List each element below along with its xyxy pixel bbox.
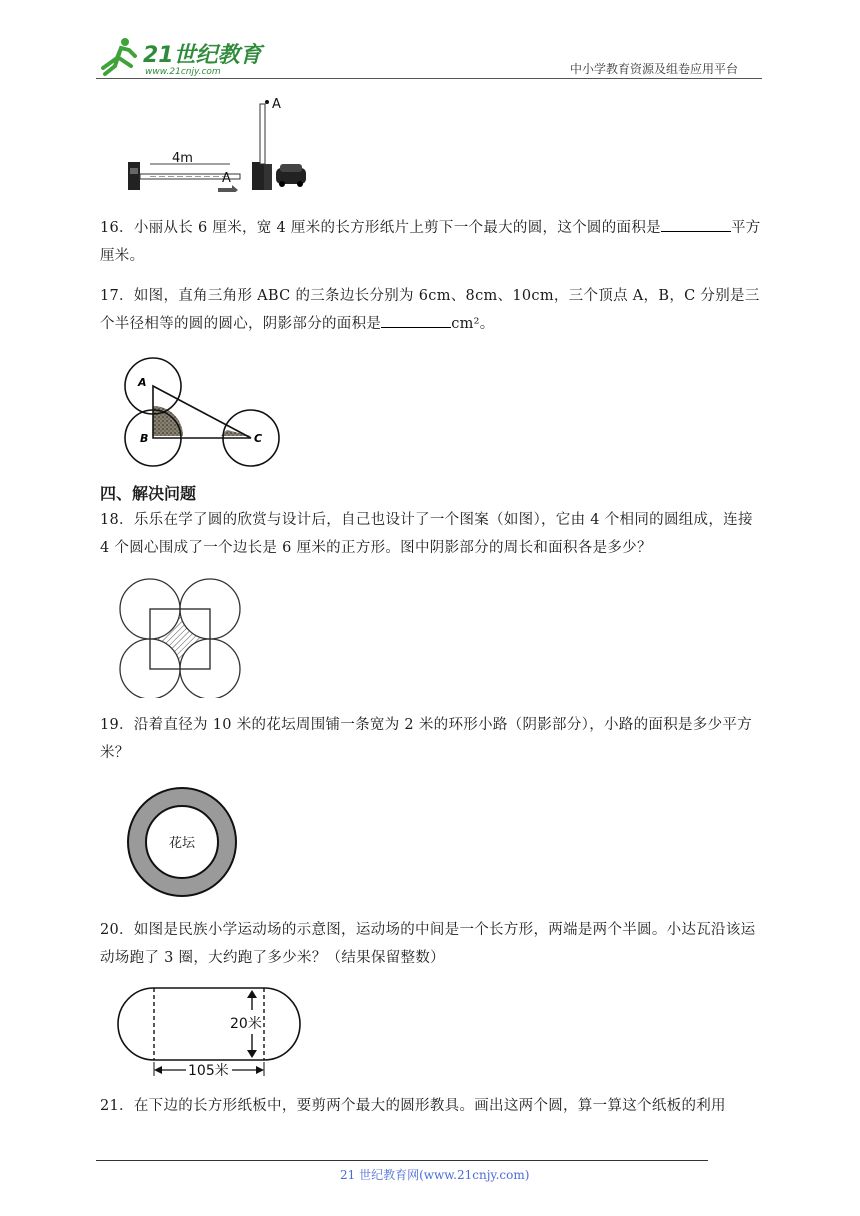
- section-title: 四、解决问题: [100, 484, 197, 503]
- question-18: [100, 506, 762, 562]
- answer-blank[interactable]: [381, 313, 451, 328]
- length-label: 105米: [188, 1063, 229, 1079]
- label-a-top: A: [272, 97, 281, 112]
- gate-figure: [120, 92, 320, 192]
- question-20: [100, 916, 762, 972]
- ring-figure: [124, 786, 240, 898]
- vertex-c-label: C: [254, 432, 263, 445]
- answer-blank[interactable]: [661, 217, 731, 232]
- question-16-suffix: 平方厘米。: [100, 220, 761, 264]
- runner-logo-icon: [103, 38, 135, 74]
- question-17-text: 17．如图，直角三角形 ABC 的三条边长分别为 6cm、8cm、10cm，三个顶点 A，B，C 分别是三个半径相等的圆的圆心，阴影部分的面积是: [100, 288, 760, 332]
- question-21: [100, 1092, 762, 1120]
- car-icon: [276, 164, 306, 187]
- question-19-text: 19．沿着直径为 10 米的花坛周围铺一条宽为 2 米的环形小路（阴影部分），小路的面积是多少平方米？: [100, 717, 753, 761]
- footer-text: 21 世纪教育网(www.21cnjy.com): [340, 1168, 530, 1182]
- label-a-endpoint: A: [222, 171, 231, 186]
- question-19: [100, 711, 762, 767]
- header-platform-text: 中小学教育资源及组卷应用平台: [570, 62, 739, 76]
- header-divider: [96, 78, 762, 79]
- right-gate-post: [252, 162, 264, 190]
- question-21-text: 21．在下边的长方形纸板中，要剪两个最大的圆形教具。画出这两个圆，算一算这个纸板的利用: [100, 1098, 726, 1114]
- vertex-a-label: A: [138, 376, 147, 389]
- question-17: [100, 282, 762, 338]
- question-17-suffix: cm²。: [451, 316, 495, 332]
- flowerbed-label: 花坛: [168, 836, 196, 851]
- site-logo: [95, 36, 265, 78]
- arrow-left-icon: [154, 1066, 162, 1074]
- question-20-text: 20．如图是民族小学运动场的示意图，运动场的中间是一个长方形，两端是两个半圆。小达瓦沿该运动场跑了 3 圈，大约跑了多少米？（结果保留整数）: [100, 922, 756, 966]
- arrow-icon: [218, 185, 238, 192]
- logo-text: 21世纪教育: [143, 43, 262, 68]
- width-label: 20米: [230, 1016, 262, 1032]
- vertex-b-label: B: [140, 432, 149, 445]
- footer-divider: [96, 1160, 708, 1161]
- triangle-circles-figure: [118, 356, 288, 468]
- track-figure: [116, 984, 306, 1080]
- four-circles-figure: [114, 576, 244, 698]
- track-outline: [118, 988, 300, 1060]
- question-16: [100, 214, 762, 270]
- question-18-text: 18．乐乐在学了圆的欣赏与设计后，自己也设计了一个图案（如图），它由 4 个相同的圆组成，连接 4 个圆心围成了一个边长是 6 厘米的正方形。图中阴影部分的周长和面积各是多少？: [100, 512, 753, 556]
- logo-url: www.21cnjy.com: [145, 67, 221, 77]
- vertical-barrier: [260, 104, 265, 164]
- arrow-right-icon: [256, 1066, 264, 1074]
- shaded-region: [150, 609, 210, 669]
- left-gate-post: [128, 162, 140, 190]
- label-4m: 4m: [172, 151, 193, 166]
- question-16-text: 16．小丽从长 6 厘米，宽 4 厘米的长方形纸片上剪下一个最大的圆，这个圆的面积是: [100, 220, 661, 236]
